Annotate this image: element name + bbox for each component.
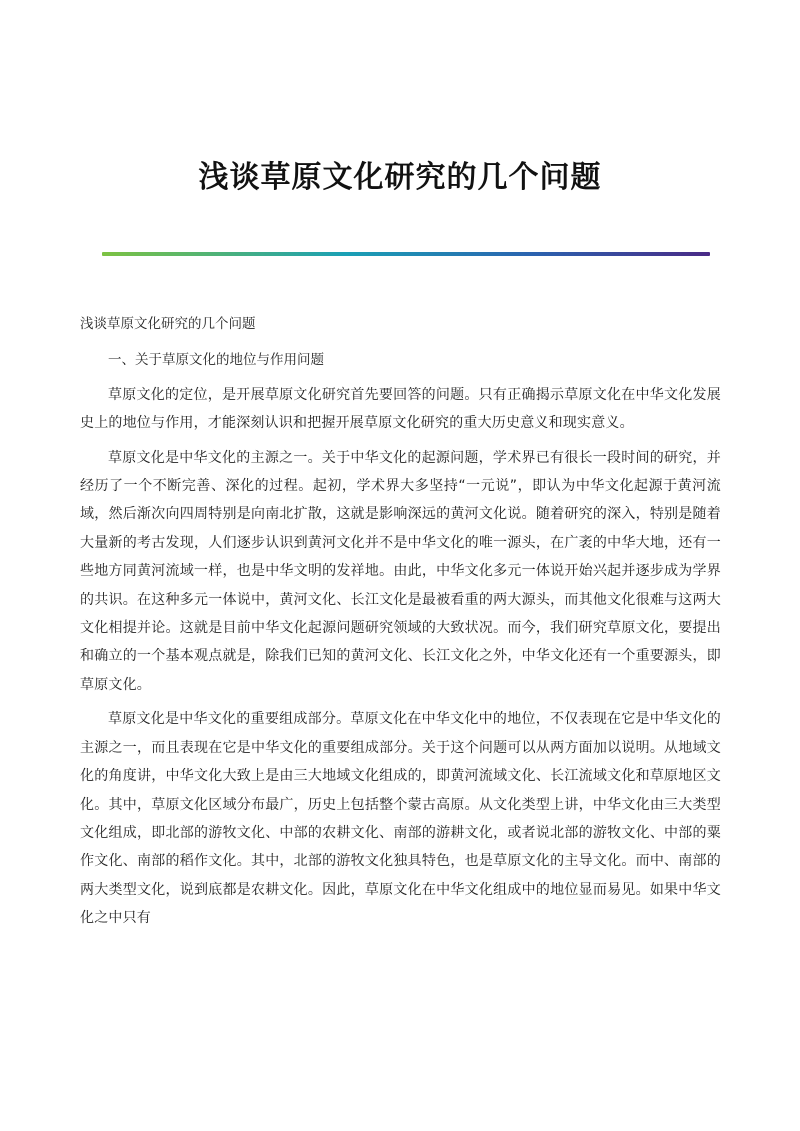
title-divider — [102, 252, 710, 256]
paragraph-2: 草原文化是中华文化的主源之一。关于中华文化的起源问题，学术界已有很长一段时间的研究，并经历了一个不断完善、深化的过程。起初，学术界大多坚持“一元说”，即认为中华文化起源于黄河流域，然后渐次向四周特别是向南北扩散，这就是影响深远的黄河文化说。随着研究的深入，特别是随着大量新的考古发现，人们逐步认识到黄河文化并不是中华文化的唯一源头，在广袤的中华大地，还有一些地方同黄河流域一样，也是中华文明的发祥地。由此，中华文化多元一体说开始兴起并逐步成为学界的共识。在这种多元一体说中，黄河文化、长江文化是最被看重的两大源头，而其他文化很难与这两大文化相提并论。这就是目前中华文化起源问题研究领域的大致状况。而今，我们研究草原文化，要提出和确立的一个基本观点就是，除我们已知的黄河文化、长江文化之外，中华文化还有一个重要源头，即草原文化。 — [80, 449, 721, 693]
document-subtitle: 浅谈草原文化研究的几个问题 — [80, 316, 256, 332]
document-title: 浅谈草原文化研究的几个问题 — [198, 160, 602, 195]
section-heading: 一、关于草原文化的地位与作用问题 — [108, 352, 324, 369]
paragraph-1: 草原文化的定位，是开展草原文化研究首先要回答的问题。只有正确揭示草原文化在中华文化发展史上的地位与作用，才能深刻认识和把握开展草原文化研究的重大历史意义和现实意义。 — [80, 386, 721, 432]
paragraph-3: 草原文化是中华文化的重要组成部分。草原文化在中华文化中的地位，不仅表现在它是中华文化的主源之一，而且表现在它是中华文化的重要组成部分。关于这个问题可以从两方面加以说明。从地域文化的角度讲，中华文化大致上是由三大地域文化组成的，即黄河流域文化、长江流域文化和草原地区文化。其中，草原文化区域分布最广，历史上包括整个蒙古高原。从文化类型上讲，中华文化由三大类型文化组成，即北部的游牧文化、中部的农耕文化、南部的游耕文化，或者说北部的游牧文化、中部的粟作文化、南部的稻作文化。其中，北部的游牧文化独具特色，也是草原文化的主导文化。而中、南部的两大类型文化，说到底都是农耕文化。因此，草原文化在中华文化组成中的地位显而易见。如果中华文化之中只有 — [80, 711, 721, 927]
document-body — [80, 310, 721, 939]
